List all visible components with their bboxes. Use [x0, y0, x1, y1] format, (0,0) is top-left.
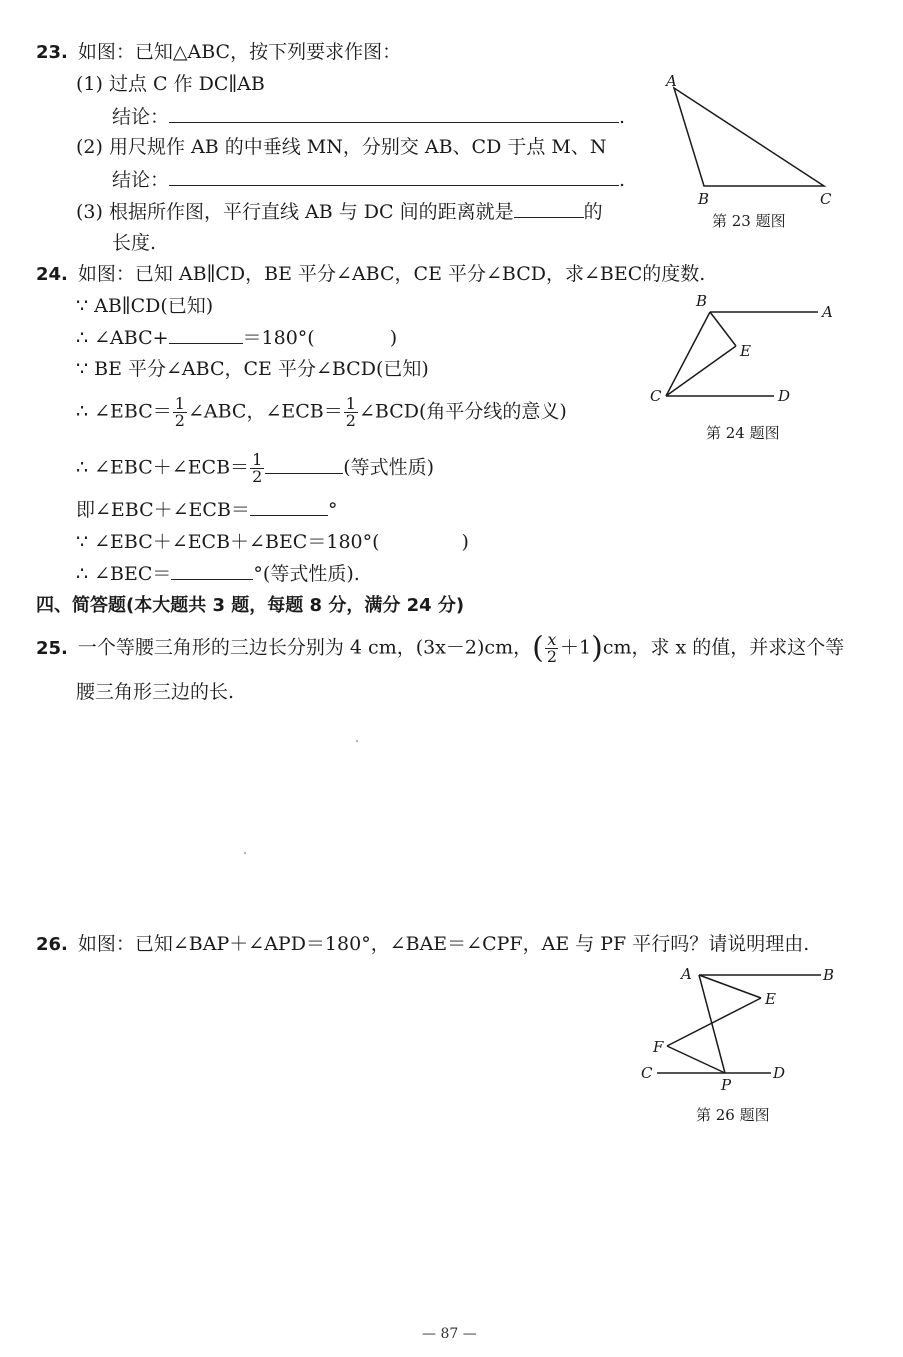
q26-label-d: D: [773, 1064, 786, 1082]
q23-part1: (1) 过点 C 作 DC∥AB: [76, 73, 265, 95]
q24-line7-b: ): [461, 531, 469, 553]
q24-line2-a: ∴ ∠ABC+: [76, 327, 169, 349]
segment-ef: [667, 998, 761, 1046]
q24-answer-blank-1[interactable]: [169, 325, 243, 344]
q24-line4: [76, 396, 567, 429]
triangle-abc: [674, 88, 824, 186]
q24-line6-b: °: [327, 499, 338, 521]
q24-line5-b: (等式性质): [343, 456, 435, 479]
segment-be: [710, 312, 736, 346]
segment-ap: [699, 975, 725, 1073]
q26-stem-line: [36, 932, 809, 957]
q24-line5-a: ∴ ∠EBC＋∠ECB＝: [76, 456, 250, 479]
q24-line2: [76, 325, 397, 350]
q23-conclusion1-end: .: [619, 106, 626, 128]
q23-label-a: A: [666, 72, 677, 90]
q24-label-e: E: [740, 342, 751, 360]
q24-answer-blank-2[interactable]: [265, 455, 343, 474]
q26-figure: [635, 960, 845, 1100]
q25-text-a: 一个等腰三角形的三边长分别为 4 cm，(3x－2)cm，: [77, 636, 533, 659]
q24-label-a: A: [822, 303, 833, 321]
q24-line2-c: ): [389, 327, 398, 349]
q24-line6: [76, 497, 337, 522]
q24-line4-c: ∠BCD(角平分线的意义): [358, 400, 567, 423]
segment-bc: [666, 312, 710, 396]
q24-line5: [76, 452, 434, 485]
q24-answer-blank-4[interactable]: [171, 561, 253, 580]
q23-conclusion2-end: .: [619, 169, 626, 191]
q23-label-c: C: [820, 190, 832, 208]
q23-number: 23.: [36, 42, 68, 63]
q24-stem-line: [36, 262, 705, 287]
q24-line3: ∵ BE 平分∠ABC，CE 平分∠BCD(已知): [76, 358, 429, 380]
segment-ae: [699, 975, 761, 998]
q26-stem: 如图：已知∠BAP＋∠APD＝180°，∠BAE＝∠CPF，AE 与 PF 平行吗？请说明理由.: [77, 933, 810, 955]
q23-answer-blank-1[interactable]: [169, 104, 619, 123]
q24-line7: [76, 529, 469, 554]
q24-label-b: B: [696, 292, 708, 310]
q23-stem: 如图：已知△ABC，按下列要求作图：: [77, 41, 402, 63]
fraction-x-over-2: $\frac{x}{2}$: [546, 630, 557, 666]
q23-part3: [76, 199, 603, 224]
q24-label-d: D: [778, 387, 791, 405]
q26-label-a: A: [681, 965, 692, 983]
q23-part3-cont: 长度.: [112, 232, 157, 254]
q24-reason-blank-1[interactable]: [315, 325, 390, 344]
q24-line1: ∵ AB∥CD(已知): [76, 295, 214, 317]
q23-conclusion1: [112, 104, 625, 129]
q24-stem: 如图：已知 AB∥CD，BE 平分∠ABC，CE 平分∠BCD，求∠BEC的度数.: [77, 263, 706, 285]
section-4-heading: 四、简答题(本大题共 3 题，每题 8 分，满分 24 分): [36, 595, 465, 616]
q23-part3-text: (3) 根据所作图，平行直线 AB 与 DC 间的距离就是: [76, 201, 514, 223]
q23-part2: (2) 用尺规作 AB 的中垂线 MN，分别交 AB、CD 于点 M、N: [76, 136, 607, 158]
q23-label-b: B: [698, 190, 710, 208]
q23-conclusion1-label: 结论：: [112, 106, 170, 128]
q24-line6-a: 即∠EBC＋∠ECB＝: [76, 499, 250, 521]
q25-number: 25.: [36, 637, 68, 659]
q23-stem-line: [36, 40, 401, 65]
q23-answer-blank-2[interactable]: [169, 167, 619, 186]
q24-figure: [640, 290, 850, 420]
q23-answer-blank-3[interactable]: [514, 199, 584, 218]
fraction-half: $\frac{1}{2}$: [345, 394, 356, 430]
q26-label-p: P: [721, 1076, 732, 1094]
q26-label-f: F: [653, 1038, 664, 1056]
scan-speck: [356, 740, 358, 742]
q24-line7-a: ∵ ∠EBC＋∠ECB＋∠BEC＝180°(: [76, 531, 380, 553]
q23-conclusion2-label: 结论：: [112, 169, 170, 191]
q24-line4-b: ∠ABC，∠ECB＝: [187, 400, 343, 423]
q24-line8-a: ∴ ∠BEC＝: [76, 563, 172, 585]
segment-ce: [666, 346, 736, 396]
q25-text-c: cm，求 x 的值，并求这个等: [602, 636, 845, 659]
fraction-half: $\frac{1}{2}$: [174, 394, 185, 430]
q26-number: 26.: [36, 934, 68, 955]
q25-text-b: ＋1: [560, 636, 592, 659]
q26-label-b: B: [823, 966, 835, 984]
q24-reason-blank-2[interactable]: [380, 529, 462, 548]
q24-line8: [76, 561, 360, 586]
q24-answer-blank-3[interactable]: [250, 497, 328, 516]
q23-part3-tail: 的: [583, 201, 603, 223]
page-number: — 87 —: [422, 1326, 477, 1342]
q24-line2-b: ＝180°(: [242, 327, 315, 349]
q24-line8-b: °(等式性质).: [253, 563, 360, 585]
fraction-half: $\frac{1}{2}$: [252, 450, 263, 486]
q23-conclusion2: [112, 167, 625, 192]
q24-number: 24.: [36, 264, 68, 285]
segment-fp: [667, 1046, 725, 1073]
q26-caption: 第 26 题图: [696, 1106, 770, 1124]
scan-speck: [244, 852, 246, 854]
q25-line1: 25. 一个等腰三角形的三边长分别为 4 cm，(3x－2)cm，( $\frac{x}{2}$ ＋1)cm，求 x 的值，并求这个等: [36, 630, 845, 666]
q25-line2: 腰三角形三边的长.: [76, 681, 235, 703]
q23-caption: 第 23 题图: [712, 212, 786, 230]
q24-caption: 第 24 题图: [706, 424, 780, 442]
q23-triangle-figure: [660, 70, 840, 210]
q24-label-c: C: [650, 387, 662, 405]
q26-label-c: C: [641, 1064, 653, 1082]
q26-label-e: E: [765, 990, 776, 1008]
q24-line4-a: ∴ ∠EBC＝: [76, 400, 172, 423]
